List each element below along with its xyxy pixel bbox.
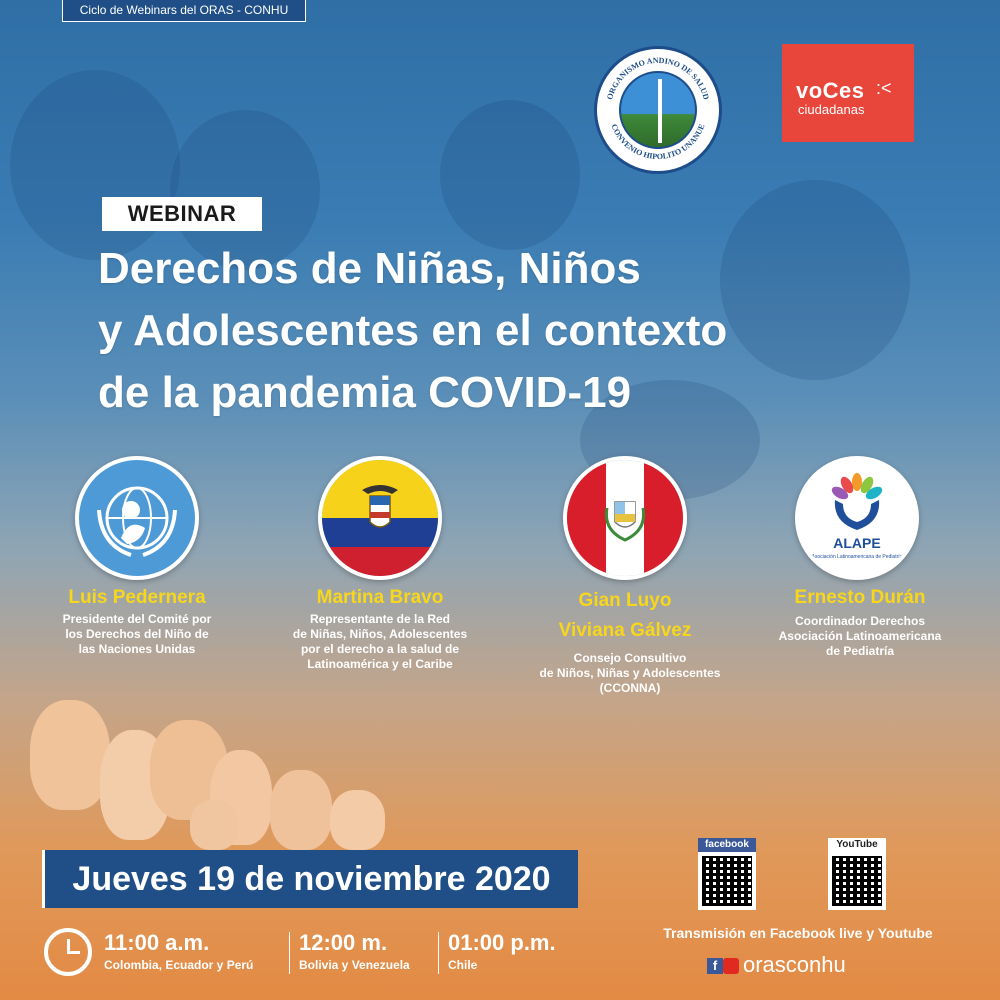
title-line: Derechos de Niñas, Niños bbox=[98, 244, 641, 293]
qr-code-icon bbox=[828, 852, 886, 910]
speaker-desc-line: Asociación Latinoamericana bbox=[778, 629, 942, 643]
painted-hand-icon bbox=[270, 770, 332, 850]
speaker-desc-line: Coordinador Derechos bbox=[794, 614, 926, 628]
background-hand-shape bbox=[10, 70, 180, 260]
peru-flag-icon bbox=[563, 456, 687, 580]
speaker-description bbox=[510, 651, 750, 696]
event-time: 01:00 p.m. bbox=[448, 930, 556, 955]
speaker-desc-line: de Pediatría bbox=[825, 644, 895, 658]
time-region: Bolivia y Venezuela bbox=[299, 958, 410, 972]
facebook-qr[interactable] bbox=[698, 838, 756, 910]
title-line: y Adolescentes en el contexto bbox=[98, 306, 728, 355]
speaker-description bbox=[270, 612, 490, 672]
voces-logo-word: voCes bbox=[796, 78, 865, 103]
voces-logo-sub: ciudadanas bbox=[798, 102, 865, 117]
voice-waves-icon: :< bbox=[876, 78, 892, 98]
unicef-emblem-icon bbox=[75, 456, 199, 580]
speaker-desc-line: Latinoamérica y el Caribe bbox=[307, 657, 453, 671]
youtube-icon bbox=[723, 958, 739, 974]
qr-code-icon bbox=[698, 852, 756, 910]
speaker-name: Martina Bravo bbox=[316, 587, 444, 608]
painted-hand-icon bbox=[190, 800, 238, 850]
time-divider bbox=[438, 932, 439, 974]
oras-conhu-seal bbox=[594, 46, 722, 174]
speaker-desc-line: de Niñas, Niños, Adolescentes bbox=[292, 627, 468, 641]
stream-info: Transmisión en Facebook live y Youtube bbox=[663, 925, 933, 941]
speaker-description bbox=[770, 614, 950, 659]
event-title bbox=[98, 238, 978, 424]
title-line: de la pandemia COVID-19 bbox=[98, 368, 632, 417]
speaker-description bbox=[40, 612, 234, 657]
event-date: Jueves 19 de noviembre 2020 bbox=[42, 850, 578, 908]
webinar-tag: WEBINAR bbox=[102, 197, 262, 231]
voces-ciudadanas-logo bbox=[782, 44, 914, 142]
time-divider bbox=[289, 932, 290, 974]
facebook-icon: f bbox=[707, 958, 723, 974]
clock-icon bbox=[44, 928, 92, 976]
speaker-name: Viviana Gálvez bbox=[558, 620, 692, 641]
qr-label: YouTube bbox=[828, 838, 886, 852]
social-handle-text: orasconhu bbox=[743, 952, 846, 977]
speaker-desc-line: Representante de la Red bbox=[309, 612, 451, 626]
speaker-desc-line: (CCONNA) bbox=[599, 681, 661, 695]
speaker-desc-line: Consejo Consultivo bbox=[573, 651, 687, 665]
caduceus-icon bbox=[658, 79, 662, 143]
event-time: 12:00 m. bbox=[299, 930, 388, 955]
time-region: Colombia, Ecuador y Perú bbox=[104, 958, 254, 972]
speaker-desc-line: por el derecho a la salud de bbox=[300, 642, 460, 656]
colombia-flag-icon bbox=[318, 456, 442, 580]
social-handle[interactable] bbox=[707, 952, 846, 978]
speaker-desc-line: las Naciones Unidas bbox=[78, 642, 196, 656]
background-hand-shape bbox=[440, 100, 580, 250]
alape-logo-icon bbox=[795, 456, 919, 580]
speaker-name: Gian Luyo bbox=[578, 590, 672, 611]
speaker-name: Ernesto Durán bbox=[794, 587, 926, 608]
time-region: Chile bbox=[448, 958, 478, 972]
event-time: 11:00 a.m. bbox=[104, 930, 210, 955]
qr-label: facebook bbox=[698, 838, 756, 852]
svg-text:Asociación Latinoamericana de: Asociación Latinoamericana de Pediatría bbox=[811, 554, 903, 560]
speaker-desc-line: de Niños, Niñas y Adolescentes bbox=[539, 666, 721, 680]
painted-hand-icon bbox=[30, 700, 110, 810]
youtube-qr[interactable] bbox=[828, 838, 886, 910]
svg-text:CONVENIO HIPOLITO UNANUE: CONVENIO HIPOLITO UNANUE bbox=[609, 122, 707, 162]
seal-mountain-icon bbox=[619, 71, 697, 149]
painted-hand-icon bbox=[330, 790, 385, 850]
speaker-desc-line: los Derechos del Niño de bbox=[65, 627, 209, 641]
series-banner: Ciclo de Webinars del ORAS - CONHU bbox=[62, 0, 306, 22]
speaker-name: Luis Pedernera bbox=[68, 587, 206, 608]
speaker-desc-line: Presidente del Comité por bbox=[62, 612, 212, 626]
svg-text:ALAPE: ALAPE bbox=[833, 535, 881, 551]
svg-text:ORGANISMO ANDINO DE SALUD: ORGANISMO ANDINO DE SALUD bbox=[605, 55, 711, 101]
